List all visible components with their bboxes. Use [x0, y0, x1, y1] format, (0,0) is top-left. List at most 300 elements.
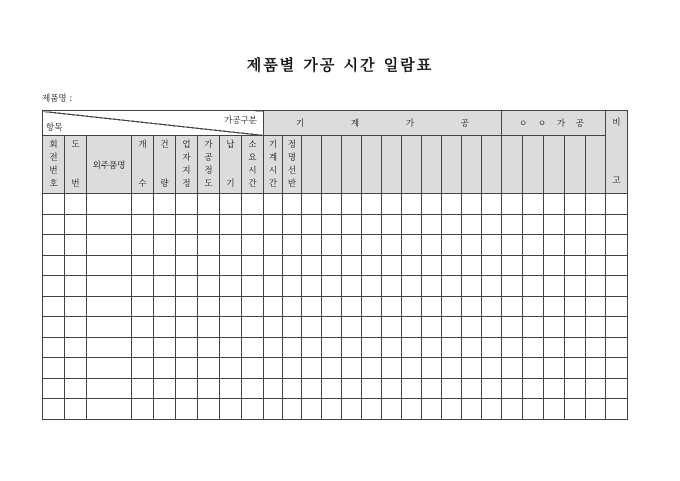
table-cell[interactable] [220, 255, 242, 276]
table-cell[interactable] [198, 399, 220, 420]
table-cell[interactable] [132, 337, 154, 358]
table-cell[interactable] [283, 317, 302, 338]
table-cell[interactable] [283, 337, 302, 358]
table-cell[interactable] [198, 235, 220, 256]
table-cell[interactable] [502, 378, 523, 399]
table-cell[interactable] [132, 255, 154, 276]
table-cell[interactable] [544, 337, 565, 358]
table-cell[interactable] [242, 214, 264, 235]
table-cell[interactable] [176, 358, 198, 379]
table-cell[interactable] [242, 255, 264, 276]
table-cell[interactable] [198, 358, 220, 379]
table-cell[interactable] [264, 317, 283, 338]
table-cell[interactable] [154, 296, 176, 317]
table-cell[interactable] [586, 235, 606, 256]
table-cell[interactable] [523, 194, 544, 215]
table-cell[interactable] [65, 399, 87, 420]
table-cell[interactable] [65, 358, 87, 379]
table-cell[interactable] [322, 317, 342, 338]
table-cell[interactable] [502, 317, 523, 338]
table-cell[interactable] [382, 399, 402, 420]
table-cell[interactable] [322, 358, 342, 379]
table-cell[interactable] [220, 337, 242, 358]
table-row [43, 358, 628, 379]
table-cell[interactable] [220, 378, 242, 399]
table-cell[interactable] [43, 235, 65, 256]
table-cell[interactable] [442, 255, 462, 276]
table-cell[interactable] [382, 378, 402, 399]
table-cell[interactable] [382, 358, 402, 379]
table-cell[interactable] [283, 194, 302, 215]
table-cell[interactable] [482, 255, 502, 276]
table-cell[interactable] [544, 378, 565, 399]
table-cell[interactable] [264, 214, 283, 235]
table-cell[interactable] [502, 358, 523, 379]
table-cell[interactable] [462, 358, 482, 379]
table-cell[interactable] [422, 317, 442, 338]
table-cell[interactable] [586, 194, 606, 215]
table-cell[interactable] [220, 214, 242, 235]
table-cell[interactable] [462, 296, 482, 317]
table-cell[interactable] [606, 358, 628, 379]
table-cell[interactable] [382, 255, 402, 276]
table-cell[interactable] [502, 296, 523, 317]
table-cell[interactable] [422, 255, 442, 276]
table-cell[interactable] [565, 358, 586, 379]
table-cell[interactable] [565, 337, 586, 358]
table-cell[interactable] [43, 214, 65, 235]
table-cell[interactable] [482, 194, 502, 215]
table-cell[interactable] [422, 276, 442, 297]
table-cell[interactable] [65, 276, 87, 297]
table-cell[interactable] [242, 235, 264, 256]
table-cell[interactable] [283, 399, 302, 420]
table-cell[interactable] [502, 337, 523, 358]
table-cell[interactable] [283, 378, 302, 399]
table-cell[interactable] [87, 358, 132, 379]
table-cell[interactable] [565, 214, 586, 235]
table-cell[interactable] [442, 214, 462, 235]
table-cell[interactable] [482, 214, 502, 235]
table-cell[interactable] [442, 194, 462, 215]
table-cell[interactable] [482, 317, 502, 338]
table-cell[interactable] [606, 255, 628, 276]
table-cell[interactable] [242, 358, 264, 379]
table-cell[interactable] [43, 276, 65, 297]
table-cell[interactable] [302, 358, 322, 379]
table-cell[interactable] [422, 378, 442, 399]
table-cell[interactable] [132, 235, 154, 256]
table-cell[interactable] [220, 194, 242, 215]
table-cell[interactable] [382, 194, 402, 215]
table-cell[interactable] [544, 255, 565, 276]
table-cell[interactable] [565, 276, 586, 297]
table-cell[interactable] [43, 296, 65, 317]
table-cell[interactable] [502, 399, 523, 420]
table-cell[interactable] [402, 337, 422, 358]
table-cell[interactable] [402, 358, 422, 379]
table-cell[interactable] [198, 194, 220, 215]
table-cell[interactable] [342, 317, 362, 338]
table-cell[interactable] [176, 255, 198, 276]
table-cell[interactable] [462, 194, 482, 215]
table-cell[interactable] [198, 276, 220, 297]
table-cell[interactable] [283, 358, 302, 379]
table-cell[interactable] [382, 235, 402, 256]
table-cell[interactable] [523, 235, 544, 256]
table-cell[interactable] [606, 378, 628, 399]
table-cell[interactable] [422, 194, 442, 215]
table-cell[interactable] [220, 296, 242, 317]
table-cell[interactable] [462, 378, 482, 399]
table-cell[interactable] [322, 235, 342, 256]
table-cell[interactable] [43, 194, 65, 215]
table-cell[interactable] [283, 296, 302, 317]
table-cell[interactable] [43, 317, 65, 338]
table-cell[interactable] [402, 276, 422, 297]
table-cell[interactable] [544, 214, 565, 235]
table-row [43, 214, 628, 235]
table-cell[interactable] [322, 378, 342, 399]
table-cell[interactable] [322, 276, 342, 297]
table-cell[interactable] [154, 337, 176, 358]
table-cell[interactable] [442, 378, 462, 399]
table-cell[interactable] [132, 399, 154, 420]
table-cell[interactable] [322, 194, 342, 215]
table-cell[interactable] [302, 194, 322, 215]
table-cell[interactable] [422, 214, 442, 235]
table-cell[interactable] [523, 255, 544, 276]
table-cell[interactable] [220, 399, 242, 420]
table-cell[interactable] [342, 358, 362, 379]
table-cell[interactable] [264, 399, 283, 420]
table-cell[interactable] [544, 317, 565, 338]
table-cell[interactable] [342, 337, 362, 358]
table-cell[interactable] [462, 235, 482, 256]
table-cell[interactable] [342, 296, 362, 317]
table-cell[interactable] [302, 255, 322, 276]
table-cell[interactable] [362, 317, 382, 338]
table-cell[interactable] [220, 235, 242, 256]
table-cell[interactable] [322, 255, 342, 276]
table-cell[interactable] [198, 378, 220, 399]
table-cell[interactable] [586, 276, 606, 297]
table-cell[interactable] [220, 276, 242, 297]
table-cell[interactable] [502, 235, 523, 256]
table-cell[interactable] [176, 194, 198, 215]
table-cell[interactable] [242, 276, 264, 297]
table-cell[interactable] [362, 255, 382, 276]
table-cell[interactable] [302, 337, 322, 358]
table-cell[interactable] [606, 235, 628, 256]
table-cell[interactable] [342, 194, 362, 215]
table-cell[interactable] [264, 358, 283, 379]
table-cell[interactable] [322, 214, 342, 235]
table-cell[interactable] [65, 337, 87, 358]
table-cell[interactable] [87, 337, 132, 358]
table-cell[interactable] [402, 235, 422, 256]
table-cell[interactable] [523, 317, 544, 338]
table-cell[interactable] [462, 317, 482, 338]
table-cell[interactable] [154, 399, 176, 420]
table-cell[interactable] [586, 358, 606, 379]
table-cell[interactable] [422, 337, 442, 358]
table-cell[interactable] [362, 194, 382, 215]
process-subheader-cell [586, 136, 606, 194]
table-cell[interactable] [544, 296, 565, 317]
table-cell[interactable] [544, 399, 565, 420]
table-cell[interactable] [442, 399, 462, 420]
table-cell[interactable] [565, 255, 586, 276]
table-cell[interactable] [586, 255, 606, 276]
table-cell[interactable] [402, 214, 422, 235]
table-cell[interactable] [43, 378, 65, 399]
table-cell[interactable] [283, 276, 302, 297]
table-cell[interactable] [422, 358, 442, 379]
table-cell[interactable] [264, 194, 283, 215]
table-cell[interactable] [87, 235, 132, 256]
table-cell[interactable] [402, 378, 422, 399]
table-cell[interactable] [65, 378, 87, 399]
table-cell[interactable] [154, 378, 176, 399]
table-cell[interactable] [523, 337, 544, 358]
table-cell[interactable] [283, 255, 302, 276]
table-cell[interactable] [43, 337, 65, 358]
table-cell[interactable] [43, 399, 65, 420]
table-cell[interactable] [402, 255, 422, 276]
table-cell[interactable] [220, 358, 242, 379]
table-cell[interactable] [302, 214, 322, 235]
table-cell[interactable] [482, 399, 502, 420]
table-cell[interactable] [154, 276, 176, 297]
table-cell[interactable] [586, 317, 606, 338]
table-cell[interactable] [87, 378, 132, 399]
table-cell[interactable] [176, 276, 198, 297]
table-cell[interactable] [586, 378, 606, 399]
table-cell[interactable] [87, 276, 132, 297]
table-cell[interactable] [462, 255, 482, 276]
table-cell[interactable] [283, 214, 302, 235]
table-cell[interactable] [362, 337, 382, 358]
table-cell[interactable] [362, 399, 382, 420]
table-cell[interactable] [132, 296, 154, 317]
table-cell[interactable] [442, 337, 462, 358]
table-cell[interactable] [154, 214, 176, 235]
table-cell[interactable] [402, 194, 422, 215]
table-cell[interactable] [482, 358, 502, 379]
table-cell[interactable] [198, 214, 220, 235]
table-cell[interactable] [87, 194, 132, 215]
table-cell[interactable] [242, 317, 264, 338]
table-cell[interactable] [87, 296, 132, 317]
table-cell[interactable] [462, 276, 482, 297]
table-cell[interactable] [87, 255, 132, 276]
table-cell[interactable] [565, 399, 586, 420]
table-cell[interactable] [544, 235, 565, 256]
table-cell[interactable] [606, 337, 628, 358]
table-cell[interactable] [586, 337, 606, 358]
table-cell[interactable] [220, 317, 242, 338]
table-cell[interactable] [422, 399, 442, 420]
table-cell[interactable] [176, 317, 198, 338]
table-cell[interactable] [565, 194, 586, 215]
table-cell[interactable] [565, 235, 586, 256]
table-cell[interactable] [502, 255, 523, 276]
table-cell[interactable] [462, 337, 482, 358]
table-cell[interactable] [43, 358, 65, 379]
table-cell[interactable] [586, 399, 606, 420]
table-cell[interactable] [462, 214, 482, 235]
table-cell[interactable] [87, 214, 132, 235]
table-cell[interactable] [606, 317, 628, 338]
table-cell[interactable] [132, 214, 154, 235]
table-cell[interactable] [362, 214, 382, 235]
table-cell[interactable] [264, 276, 283, 297]
table-cell[interactable] [132, 276, 154, 297]
table-cell[interactable] [606, 214, 628, 235]
table-cell[interactable] [362, 378, 382, 399]
table-cell[interactable] [382, 296, 402, 317]
table-cell[interactable] [264, 235, 283, 256]
table-cell[interactable] [154, 255, 176, 276]
table-cell[interactable] [606, 399, 628, 420]
table-cell[interactable] [322, 337, 342, 358]
table-cell[interactable] [523, 378, 544, 399]
table-cell[interactable] [382, 214, 402, 235]
table-cell[interactable] [544, 276, 565, 297]
table-cell[interactable] [242, 296, 264, 317]
table-cell[interactable] [442, 296, 462, 317]
table-cell[interactable] [606, 296, 628, 317]
table-cell[interactable] [422, 235, 442, 256]
table-cell[interactable] [154, 317, 176, 338]
table-cell[interactable] [482, 296, 502, 317]
table-cell[interactable] [242, 194, 264, 215]
table-cell[interactable] [523, 276, 544, 297]
table-cell[interactable] [342, 214, 362, 235]
table-cell[interactable] [264, 255, 283, 276]
table-cell[interactable] [176, 235, 198, 256]
table-cell[interactable] [382, 317, 402, 338]
table-cell[interactable] [523, 358, 544, 379]
table-cell[interactable] [482, 337, 502, 358]
table-cell[interactable] [87, 317, 132, 338]
table-cell[interactable] [176, 378, 198, 399]
table-cell[interactable] [442, 317, 462, 338]
table-cell[interactable] [402, 317, 422, 338]
table-cell[interactable] [242, 337, 264, 358]
table-cell[interactable] [154, 235, 176, 256]
table-cell[interactable] [65, 255, 87, 276]
table-cell[interactable] [586, 214, 606, 235]
table-cell[interactable] [342, 399, 362, 420]
table-cell[interactable] [132, 378, 154, 399]
table-cell[interactable] [65, 194, 87, 215]
table-cell[interactable] [65, 296, 87, 317]
table-cell[interactable] [382, 337, 402, 358]
table-cell[interactable] [462, 399, 482, 420]
table-cell[interactable] [482, 276, 502, 297]
table-cell[interactable] [482, 378, 502, 399]
table-cell[interactable] [283, 235, 302, 256]
table-cell[interactable] [482, 235, 502, 256]
table-cell[interactable] [302, 296, 322, 317]
table-cell[interactable] [606, 276, 628, 297]
table-cell[interactable] [502, 276, 523, 297]
table-cell[interactable] [176, 399, 198, 420]
table-cell[interactable] [544, 194, 565, 215]
table-cell[interactable] [342, 378, 362, 399]
table-cell[interactable] [242, 378, 264, 399]
table-cell[interactable] [176, 296, 198, 317]
table-cell[interactable] [342, 255, 362, 276]
table-cell[interactable] [242, 399, 264, 420]
table-cell[interactable] [342, 276, 362, 297]
table-cell[interactable] [586, 296, 606, 317]
table-cell[interactable] [264, 296, 283, 317]
table-cell[interactable] [362, 235, 382, 256]
table-cell[interactable] [198, 337, 220, 358]
table-cell[interactable] [65, 317, 87, 338]
table-cell[interactable] [523, 214, 544, 235]
table-cell[interactable] [422, 296, 442, 317]
table-cell[interactable] [302, 317, 322, 338]
table-cell[interactable] [198, 296, 220, 317]
table-cell[interactable] [302, 235, 322, 256]
table-cell[interactable] [565, 296, 586, 317]
table-cell[interactable] [198, 255, 220, 276]
table-cell[interactable] [362, 276, 382, 297]
table-cell[interactable] [132, 317, 154, 338]
table-cell[interactable] [382, 276, 402, 297]
table-cell[interactable] [154, 358, 176, 379]
table-cell[interactable] [442, 276, 462, 297]
table-cell[interactable] [264, 378, 283, 399]
table-cell[interactable] [322, 296, 342, 317]
table-cell[interactable] [523, 399, 544, 420]
table-cell[interactable] [362, 358, 382, 379]
table-cell[interactable] [43, 255, 65, 276]
table-cell[interactable] [176, 214, 198, 235]
table-cell[interactable] [87, 399, 132, 420]
table-cell[interactable] [132, 194, 154, 215]
table-cell[interactable] [502, 214, 523, 235]
table-cell[interactable] [198, 317, 220, 338]
table-cell[interactable] [342, 235, 362, 256]
table-cell[interactable] [302, 399, 322, 420]
table-cell[interactable] [322, 399, 342, 420]
table-cell[interactable] [154, 194, 176, 215]
table-cell[interactable] [65, 235, 87, 256]
table-cell[interactable] [442, 235, 462, 256]
table-cell[interactable] [264, 337, 283, 358]
table-cell[interactable] [502, 194, 523, 215]
table-cell[interactable] [362, 296, 382, 317]
table-cell[interactable] [565, 378, 586, 399]
table-cell[interactable] [132, 358, 154, 379]
table-cell[interactable] [402, 296, 422, 317]
table-cell[interactable] [523, 296, 544, 317]
table-cell[interactable] [176, 337, 198, 358]
table-cell[interactable] [302, 378, 322, 399]
table-cell[interactable] [402, 399, 422, 420]
table-cell[interactable] [302, 276, 322, 297]
table-cell[interactable] [544, 358, 565, 379]
table-cell[interactable] [606, 194, 628, 215]
table-cell[interactable] [565, 317, 586, 338]
table-cell[interactable] [442, 358, 462, 379]
table-cell[interactable] [65, 214, 87, 235]
